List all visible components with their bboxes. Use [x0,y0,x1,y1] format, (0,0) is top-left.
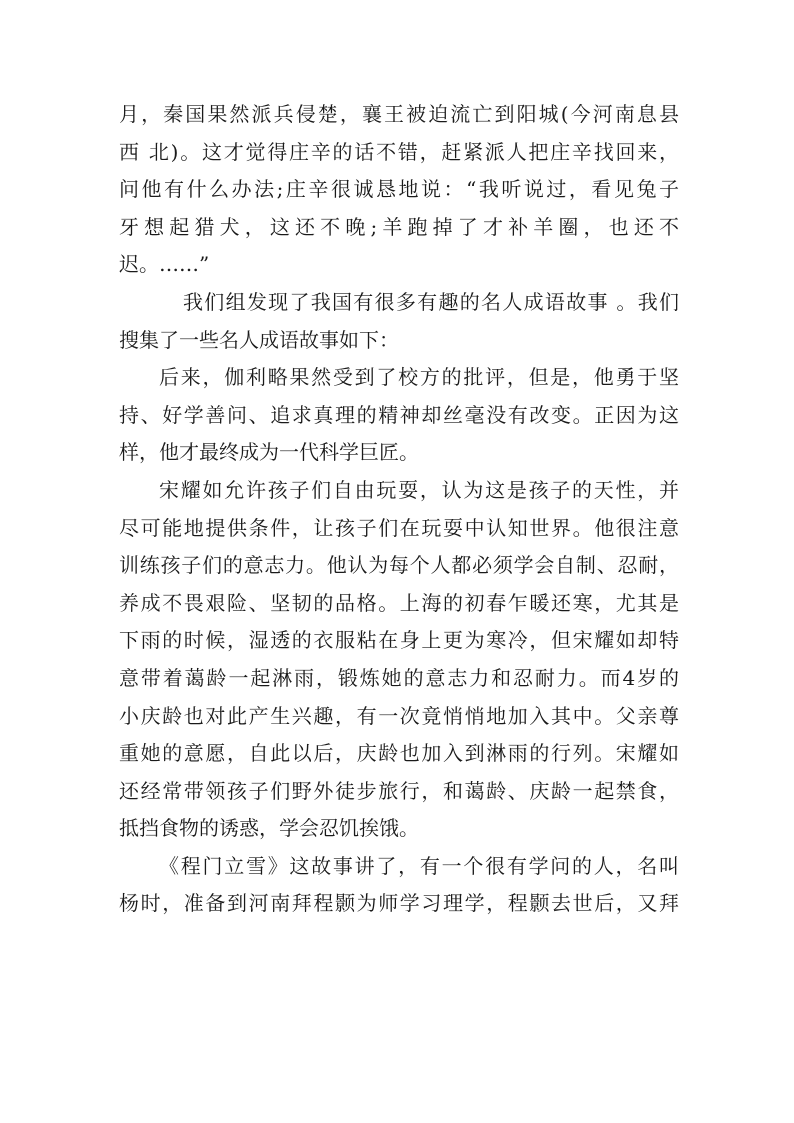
text-line: 尽可能地提供条件，让孩子们在玩耍中认知世界。他很注意 [119,515,679,540]
text-line: 抵挡食物的诱惑，学会忍饥挨饿。 [119,816,419,841]
text-line: 月，秦国果然派兵侵楚，襄王被迫流亡到阳城(今河南息县 [119,102,679,126]
text-line: 搜集了一些名人成语故事如下： [119,327,399,352]
text-line: 问他有什么办法;庄辛很诚恳地说：“我听说过，看见兔子 [119,177,679,202]
text-line: 宋耀如允许孩子们自由玩耍，认为这是孩子的天性，并 [159,477,679,502]
text-line: 还经常带领孩子们野外徒步旅行，和蔼龄、庆龄一起禁食， [119,778,679,803]
text-line: 持、好学善问、追求真理的精神却丝毫没有改变。正因为这 [119,402,679,427]
text-line: 西 北)。这才觉得庄辛的话不错，赶紧派人把庄辛找回来， [119,139,679,164]
text-line: 牙想起猎犬，这还不晚;羊跑掉了才补羊圈，也还不 [119,214,679,239]
text-line: 小庆龄也对此产生兴趣，有一次竟悄悄地加入其中。父亲尊 [119,703,679,728]
text-line: 样，他才最终成为一代科学巨匠。 [119,440,419,465]
text-line: 养成不畏艰险、坚韧的品格。上海的初春乍暖还寒，尤其是 [119,590,679,615]
text-line: 重她的意愿，自此以后，庆龄也加入到淋雨的行列。宋耀如 [119,741,679,766]
text-line: 训练孩子们的意志力。他认为每个人都必须学会自制、忍耐， [119,553,679,578]
text-line: 迟。……” [119,252,210,277]
text-line: 后来，伽利略果然受到了校方的批评，但是，他勇于坚 [159,365,679,390]
text-line: 下雨的时候，湿透的衣服粘在身上更为寒冷，但宋耀如却特 [119,628,679,653]
text-line: 《程门立雪》这故事讲了，有一个很有学问的人，名叫 [159,853,679,878]
text-line: 意带着蔼龄一起淋雨，锻炼她的意志力和忍耐力。而4岁的 [119,665,679,690]
text-line: 我们组发现了我国有很多有趣的名人成语故事 。我们 [183,289,679,314]
document-body [119,96,679,923]
text-line: 杨时，准备到河南拜程颢为师学习理学，程颢去世后，又拜 [119,891,679,916]
